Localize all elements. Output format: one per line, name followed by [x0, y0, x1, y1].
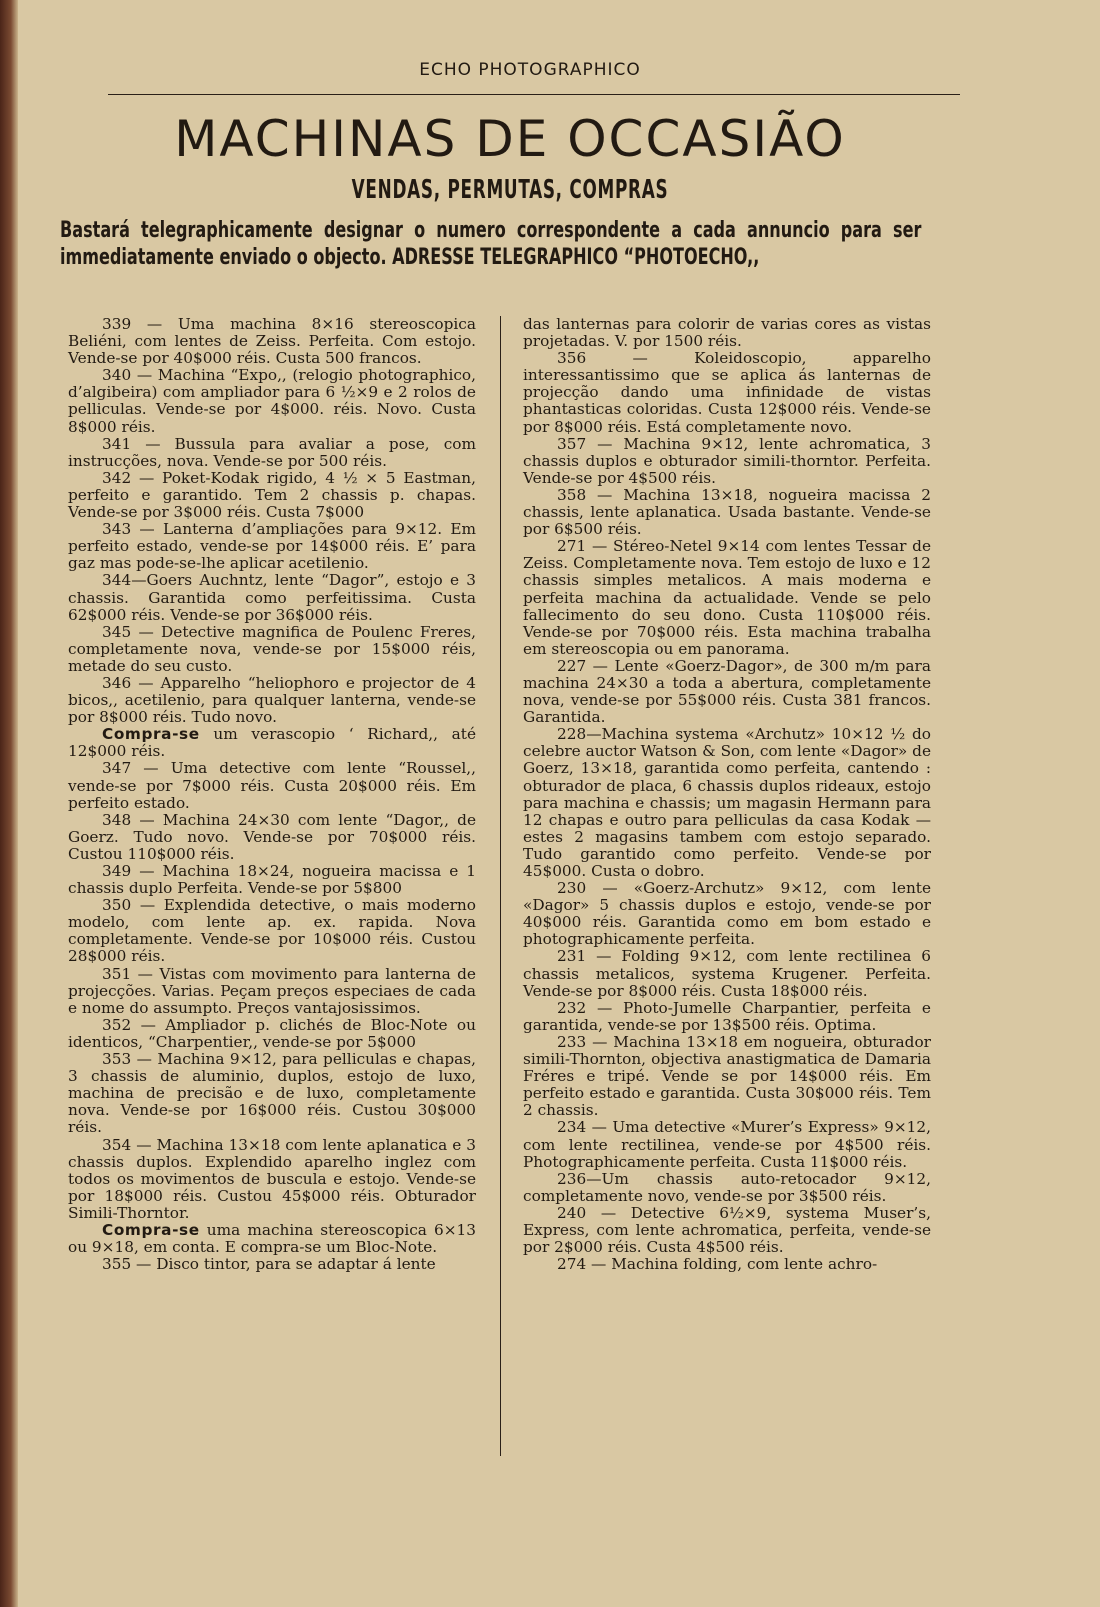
- ad-357: 357 — Machina 9×12, lente achromatica, 3 chassis duplos e obturador simili-thorntor. Perfeita. Vende-se por 4$500 réis.: [523, 434, 931, 487]
- ad-355: 355 — Disco tintor, para se adaptar á lente: [102, 1255, 436, 1274]
- ad-350: 350 — Explendida detective, o mais moderno modelo, com lente ap. ex. rapida. Nova completamente. Vende-se por 10$000 réis. Custou 28$000 réis.: [68, 896, 476, 966]
- ad-228: 228—Machina systema «Archutz» 10×12 ½ do celebre auctor Watson & Son, com lente «Dagor» de Goerz, 13×18, garantida como perfeita, cantendo : obturador de placa, 6 chassis duplos rideaux, estojo para machina e chassis; um magasin Hermann para 12 chapas e outro para pelliculas da casa Kodak — estes 2 magasins tambem com estojo separado. Tudo garantido como perfeito. Vende-se por 45$000. Custa o dobro.: [523, 725, 931, 880]
- intro-paragraph: Bastará telegraphicamente designar o numero correspondente a cada annuncio para ser immediatamente enviado o objecto. ADRESSE TELEGRAPHICO “PHOTOECHO,,: [60, 218, 922, 270]
- book-binding-edge: [0, 0, 18, 1607]
- column-divider: [500, 316, 503, 1456]
- compra-se-label: Compra-se: [102, 725, 200, 744]
- left-column: [68, 316, 476, 1456]
- compra-se-text: uma machina stereoscopica 6×13 ou 9×18, em conta. E compra-se um Bloc-Note.: [68, 1220, 476, 1257]
- compra-se-label: Compra-se: [102, 1220, 200, 1239]
- ad-347: 347 — Uma detective com lente “Roussel,, vende-se por 7$000 réis. Custa 20$000 réis. Em perfeito estado.: [68, 759, 476, 812]
- ad-348: 348 — Machina 24×30 com lente “Dagor,, de Goerz. Tudo novo. Vende-se por 70$000 réis. Custou 110$000 réis.: [68, 810, 476, 863]
- page-subtitle: VENDAS, PERMUTAS, COMPRAS: [351, 175, 669, 205]
- ad-351: 351 — Vistas com movimento para lanterna de projecções. Varias. Peçam preços especiaes de cada e nome do assumpto. Preços vantajosissimos.: [68, 964, 476, 1017]
- ad-349: 349 — Machina 18×24, nogueira macissa e 1 chassis duplo Perfeita. Vende-se por 5$800: [68, 862, 476, 898]
- ad-353: 353 — Machina 9×12, para pelliculas e chapas, 3 chassis de aluminio, duplos, estojo de luxo, machina de precisão e de luxo, completamente nova. Vende-se por 16$000 réis. Custou 30$000 réis.: [68, 1050, 476, 1137]
- ad-230: 230 — «Goerz-Archutz» 9×12, com lente «Dagor» 5 chassis duplos e estojo, vende-se por 40$000 réis. Garantida como em bom estado e photographicamente perfeita.: [523, 879, 931, 949]
- running-head: ECHO PHOTOGRAPHICO: [419, 60, 641, 80]
- ad-233: 233 — Machina 13×18 em nogueira, obturador simili-Thornton, objectiva anastigmatica de Damaria Fréres e tripé. Vende se por 14$000 réis. Em perfeito estado e garantida. Custa 30$000 réis. Tem 2 chassis.: [523, 1032, 931, 1120]
- ad-231: 231 — Folding 9×12, com lente rectilinea 6 chassis metalicos, systema Krugener. Perfeita. Vende-se por 8$000 réis. Custa 18$000 réis.: [523, 947, 931, 1000]
- ad-234: 234 — Uma detective «Murer’s Express» 9×12, com lente rectilinea, vende-se por 4$500 réis. Photographicamente perfeita. Custa 11$000 réis.: [523, 1118, 931, 1171]
- ad-compra-verascopio: [68, 726, 476, 760]
- ad-232: 232 — Photo-Jumelle Charpantier, perfeita e garantida, vende-se por 13$500 réis. Optima.: [523, 998, 931, 1034]
- page-title: MACHINAS DE OCCASIÃO: [174, 110, 846, 168]
- ad-345: 345 — Detective magnifica de Poulenc Freres, completamente nova, vende-se por 15$000 réis, metade do seu custo.: [68, 622, 476, 675]
- classified-columns: [68, 316, 960, 1456]
- ad-240: 240 — Detective 6½×9, systema Muser’s, Express, com lente achromatica, perfeita, vende-se por 2$000 réis. Custa 4$500 réis.: [523, 1203, 931, 1257]
- ad-358: 358 — Machina 13×18, nogueira macissa 2 chassis, lente aplanatica. Usada bastante. Vende-se por 6$500 réis.: [523, 485, 931, 539]
- ad-339: 339 — Uma machina 8×16 stereoscopica Beliéni, com lentes de Zeiss. Perfeita. Com estojo. Vende-se por 40$000 réis. Custa 500 francos.: [68, 315, 476, 368]
- ad-346: 346 — Apparelho “heliophoro e projector de 4 bicos,, acetilenio, para qualquer lanterna, vende-se por 8$000 réis. Tudo novo.: [68, 673, 476, 727]
- ad-341: 341 — Bussula para avaliar a pose, com instrucções, nova. Vende-se por 500 réis.: [68, 434, 476, 470]
- ad-355-continued: das lanternas para colorir de varias cores as vistas projetadas. V. por 1500 réis.: [523, 315, 931, 351]
- ad-compra-stereoscopica: [68, 1222, 476, 1256]
- ad-354: 354 — Machina 13×18 com lente aplanatica e 3 chassis duplos. Explendido aparelho inglez com todos os movimentos de buscula e estojo. Vende-se por 18$000 réis. Custou 45$000 réis. Obturador Simili-Thorntor.: [68, 1135, 476, 1222]
- compra-se-text: um verascopio ‘ Richard,, até 12$000 réis.: [68, 725, 476, 761]
- ad-271: 271 — Stéreo-Netel 9×14 com lentes Tessar de Zeiss. Completamente nova. Tem estojo de luxo e 12 chassis simples metalicos. A mais moderna e perfeita machina da actualidade. Vende se pelo fallecimento do seu dono. Custa 110$000 réis. Vende-se por 70$000 réis. Esta machina trabalha em stereoscopia ou em panorama.: [523, 537, 931, 658]
- ad-342: 342 — Poket-Kodak rigido, 4 ½ × 5 Eastman, perfeito e garantido. Tem 2 chassis p. chapas. Vende-se por 3$000 réis. Custa 7$000: [68, 468, 476, 522]
- ad-344: 344—Goers Auchntz, lente “Dagor”, estojo e 3 chassis. Garantida como perfeitissima. Custa 62$000 réis. Vende-se por 36$000 réis.: [68, 571, 476, 624]
- ad-343: 343 — Lanterna d’ampliações para 9×12. Em perfeito estado, vende-se por 14$000 réis. E’ para gaz mas pode-se-lhe aplicar acetilenio.: [68, 520, 476, 573]
- ad-236: 236—Um chassis auto-retocador 9×12, completamente novo, vende-se por 3$500 réis.: [523, 1169, 931, 1205]
- ad-352: 352 — Ampliador p. clichés de Bloc-Note ou identicos, “Charpentier,, vende-se por 5$000: [68, 1015, 476, 1051]
- ad-340: 340 — Machina “Expo,, (relogio photographico, d’algibeira) com ampliador para 6 ½×9 e 2 rolos de pelliculas. Vende-se por 4$000. réis. Novo. Custa 8$000 réis.: [68, 366, 476, 436]
- ad-356: 356 — Koleidoscopio, apparelho interessantissimo que se aplica ás lanternas de projecção dando uma infinidade de vistas phantasticas coloridas. Custa 12$000 réis. Vende-se por 8$000 réis. Está completamente novo.: [523, 349, 931, 436]
- ad-274: 274 — Machina folding, com lente achro-: [557, 1255, 878, 1274]
- header-rule: [108, 94, 960, 95]
- ad-227: 227 — Lente «Goerz-Dagor», de 300 m/m para machina 24×30 a toda a abertura, completamente nova, vende-se por 55$000 réis. Custa 381 francos. Garantida.: [523, 656, 931, 727]
- right-column: [523, 316, 931, 1456]
